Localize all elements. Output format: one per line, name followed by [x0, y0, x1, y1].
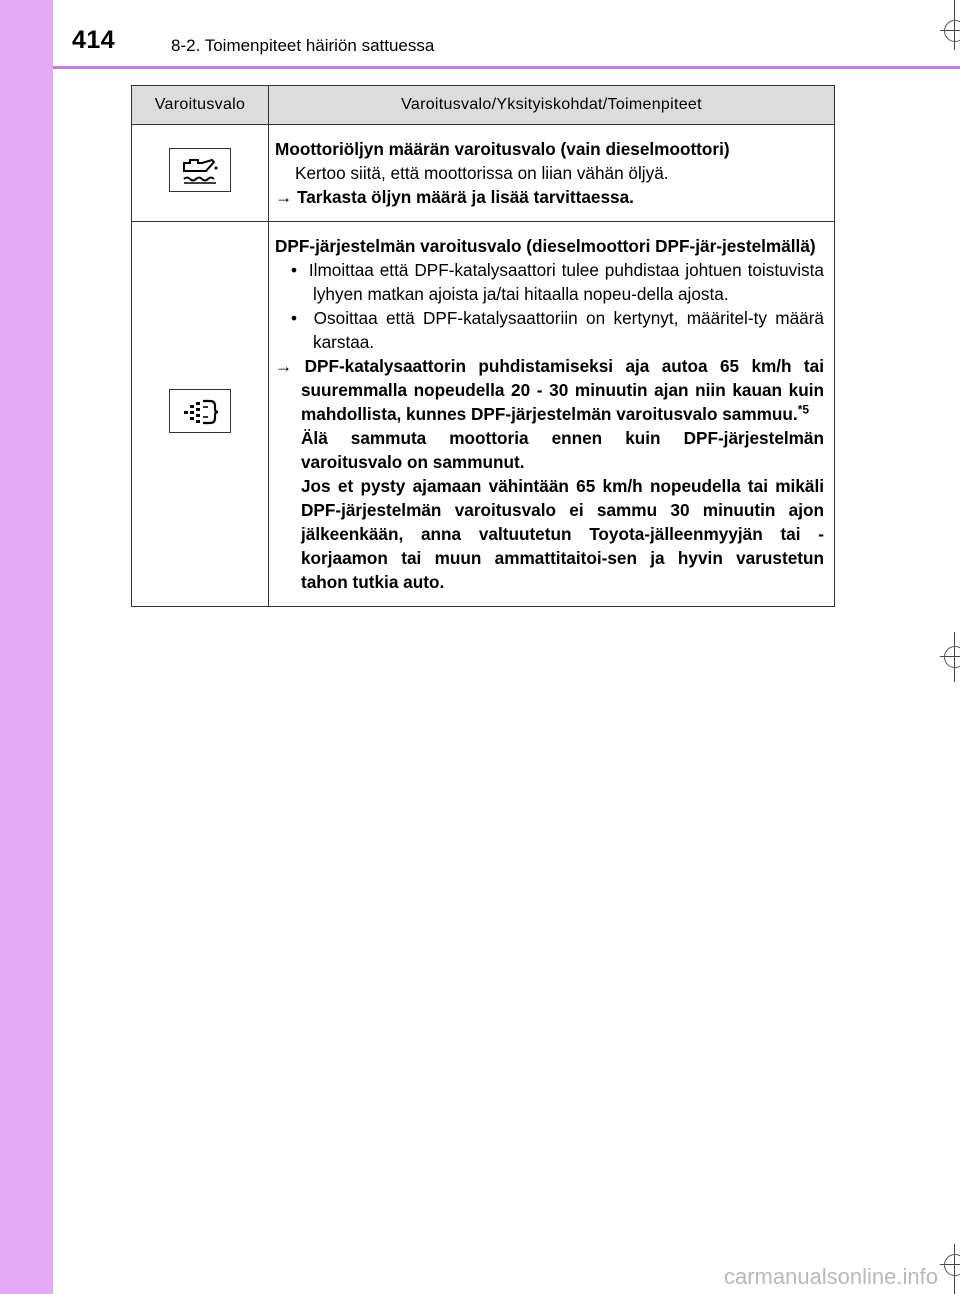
header-cell-details: Varoitusvalo/Yksityiskohdat/Toimenpiteet	[269, 86, 835, 125]
row-action	[275, 354, 824, 426]
list-item	[275, 306, 824, 354]
oil-level-warning-icon	[169, 148, 231, 192]
header-rule	[53, 66, 960, 69]
warning-light-table	[131, 85, 835, 607]
row-title: Moottoriöljyn määrän varoitusvalo (vain dieselmoottori)	[275, 139, 730, 159]
action-text: DPF-katalysaattorin puhdistamiseksi aja autoa 65 km/h tai suuremmalla nopeudella 20 - 30 minuutin ajan niin kauan kuin mahdollista, kunnes DPF-järjestelmän varoitusvalo sammuu.	[301, 356, 824, 424]
row-action	[275, 185, 824, 209]
bullet-text: Ilmoittaa että DPF-katalysaattori tulee puhdistaa johtuen toistuvista lyhyen matkan ajoista ja/tai hitaalla nopeu-della ajosta.	[308, 260, 824, 304]
action-text: Tarkasta öljyn määrä ja lisää tarvittaessa.	[296, 187, 634, 207]
dpf-warning-icon	[169, 389, 231, 433]
crop-circle-bottom	[944, 1254, 960, 1276]
icon-cell	[132, 125, 269, 222]
table-header-row	[132, 86, 835, 125]
row-description: Kertoo siitä, että moottorissa on liian vähän öljyä.	[295, 163, 669, 183]
bullet-symbol: •	[291, 260, 298, 280]
row-note: Jos et pysty ajamaan vähintään 65 km/h nopeudella tai mikäli DPF-järjestelmän varoitusvalo ei sammu 30 minuutin ajon jälkeenkään, anna valtuutetun Toyota-jälleenmyyjän tai -korjaamon tai muun ammattitaitoi-sen ja hyvin varustetun tahon tutkia auto.	[301, 476, 824, 592]
watermark: carmanualsonline.info	[723, 1264, 938, 1289]
side-color-strip	[0, 0, 53, 1294]
header-band	[53, 0, 960, 66]
icon-cell	[132, 222, 269, 607]
footnote-mark: *5	[797, 402, 810, 417]
page-number: 414	[72, 26, 116, 54]
row-note: Älä sammuta moottoria ennen kuin DPF-järjestelmän varoitusvalo on sammunut.	[301, 428, 824, 472]
list-item	[275, 258, 824, 306]
arrow-icon: →	[275, 187, 293, 207]
bullet-symbol: •	[291, 308, 298, 328]
details-cell	[269, 125, 835, 222]
chapter-title: 8-2. Toimenpiteet häiriön sattuessa	[171, 36, 435, 55]
table-row	[132, 125, 835, 222]
details-cell	[269, 222, 835, 607]
bullet-text: Osoittaa että DPF-katalysaattoriin on kertynyt, määritel-ty määrä karstaa.	[313, 308, 824, 352]
row-title: DPF-järjestelmän varoitusvalo (dieselmoottori DPF-jär-jestelmällä)	[275, 236, 816, 256]
crop-circle-top	[944, 20, 960, 42]
header-cell-light: Varoitusvalo	[132, 86, 269, 125]
table-row	[132, 222, 835, 607]
crop-circle-mid	[944, 646, 960, 668]
arrow-icon: →	[275, 356, 293, 376]
